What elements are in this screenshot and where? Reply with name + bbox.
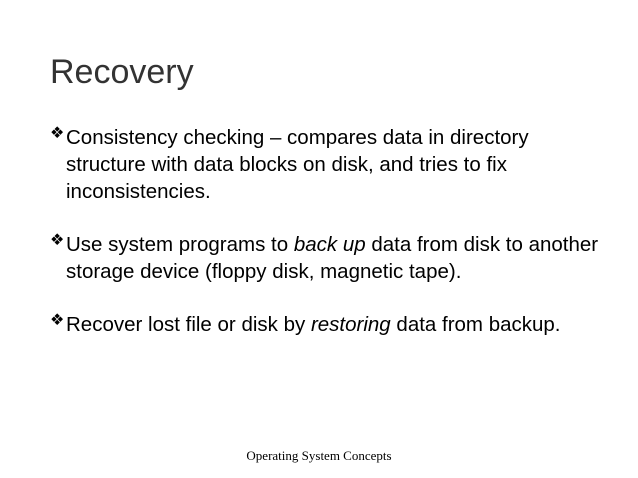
diamond-bullet-icon: ❖ — [50, 125, 65, 142]
bullet-text — [66, 313, 561, 336]
diamond-bullet-icon: ❖ — [50, 312, 65, 329]
bullet-item — [50, 124, 610, 205]
diamond-bullet-icon: ❖ — [50, 232, 65, 249]
slide-title: Recovery — [50, 53, 194, 91]
bullet-text — [66, 233, 598, 283]
bullet-text-segment: Recover lost file or disk by — [66, 313, 311, 336]
bullet-text-segment: data from backup. — [390, 313, 561, 336]
bullet-text-emphasis: restoring — [310, 313, 391, 336]
bullet-text-segment: data from disk to another storage device (floppy disk, magnetic tape). — [66, 233, 599, 283]
bullet-text-emphasis: back up — [293, 233, 366, 256]
bullet-text-segment: Consistency checking – compares data in directory structure with data blocks on disk, and tries to fix inconsistencies. — [66, 126, 529, 203]
bullet-list — [50, 124, 610, 364]
slide-footer: Operating System Concepts — [246, 448, 392, 463]
bullet-item — [50, 231, 610, 285]
bullet-text — [66, 126, 529, 203]
bullet-item — [50, 311, 610, 338]
bullet-text-segment: Use system programs to — [66, 233, 294, 256]
